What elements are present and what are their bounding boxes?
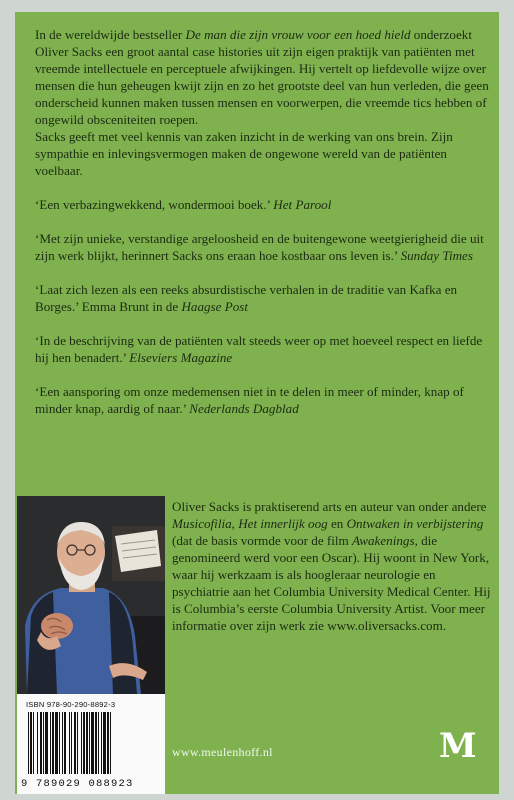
barcode [26,712,158,776]
barcode-bar [71,712,72,774]
barcode-bar [95,712,97,774]
review-quote [35,332,491,366]
barcode-bar [40,712,42,774]
barcode-bar [52,712,54,774]
barcode-bar [50,712,51,774]
quote-source: Haagse Post [181,299,249,314]
quote-source: Sunday Times [400,248,473,263]
barcode-bar [77,712,78,774]
barcode-bar [91,712,94,774]
intro-text-continued: onderzoekt Oliver Sacks een groot aantal case histories uit zijn eigen praktijk van patiënten met vreemde intellectuele en perceptuele afwijkingen. Hij vertelt op liefdevolle wijze over mensen die hun geheugen kwijt zijn en zo het grootste deel van hun verleden, die geen onderscheid kunnen maken tussen mensen en voorwerpen, die vreemde tics hebben of ongewild obsceniteiten roepen. [35,27,489,127]
barcode-bar [83,712,85,774]
blurb-text [35,26,491,417]
bio-title: Musicofilia [172,516,232,531]
barcode-bar [43,712,44,774]
barcode-bar [98,712,99,774]
quote-text: ‘Laat zich lezen als een reeks absurdistische verhalen in de traditie van Kafka en Borges.’ [35,282,458,314]
back-cover [15,12,499,794]
bio-text: , [231,516,239,531]
review-quote [35,383,491,417]
barcode-bar [110,712,111,774]
bio-text: Oliver Sacks is praktiserend arts en auteur van onder andere [172,499,487,514]
barcode-bar [59,712,60,774]
publisher-website: www.meulenhoff.nl [172,745,273,759]
review-quote [35,196,491,213]
intro-paragraph-2: Sacks geeft met veel kennis van zaken inzicht in de werking van ons brein. Zijn sympathie en inlevingsvermogen maken de ongewone wereld van de patiënten voelbaar. [35,129,453,178]
barcode-bar [37,712,38,774]
author-portrait-illustration [17,496,165,694]
quote-text: ‘Een verbazingwekkend, wondermooi boek.’ [35,197,274,212]
barcode-bar [101,712,102,774]
barcode-bar [86,712,88,774]
isbn-label: ISBN 978-90-290-8892-3 [26,700,116,709]
barcode-bar [107,712,109,774]
review-quote [35,230,491,264]
barcode-bar [89,712,90,774]
barcode-panel [17,694,165,794]
publisher-logo: M [439,726,477,766]
ean-number: 9 789029 088923 [21,778,134,790]
bio-title: Het innerlijk oog [238,516,328,531]
author-photo [17,496,165,694]
bio-text: (dat de basis vormde voor de film [172,533,352,548]
barcode-bar [69,712,70,774]
author-bio [172,498,492,634]
barcode-bar [28,712,29,774]
barcode-bar [55,712,58,774]
quote-text: ‘Met zijn unieke, verstandige argeloosheid en de buitengewone weetgierigheid die uit zijn werk blijkt, herinnert Sacks ons eraan hoe kostbaar ons leven is.’ [35,231,484,263]
quote-text: ‘Een aansporing om onze medemensen niet in te delen in meer of minder, knap of minder knap, aardig of naar.’ [35,384,464,416]
review-quote [35,281,491,315]
barcode-bar [81,712,82,774]
bio-text: en [327,516,347,531]
quote-source: Nederlands Dagblad [189,401,299,416]
barcode-bar [103,712,106,774]
barcode-bar [45,712,48,774]
barcode-bar [74,712,76,774]
bio-title: Ontwaken in verbijstering [346,516,484,531]
barcode-bar [30,712,32,774]
book-title: De man die zijn vrouw voor een hoed hield [185,27,411,42]
quote-text: ‘In de beschrijving van de patiënten valt steeds weer op met hoeveel respect en liefde hij hen benadert.’ [35,333,483,365]
quote-source-prefix: Emma Brunt in de [81,299,182,314]
quote-source: Het Parool [273,197,332,212]
quote-source: Elseviers Magazine [129,350,233,365]
bio-title: Awakenings [352,533,415,548]
bio-text: , die genomineerd werd voor een Oscar). Hij woont in New York, waar hij werkzaam is als hoogleraar neurologie en psychiatrie aan het Columbia University Medical Center. Hij is Columbia’s eerste Columbia University Artist. Voor meer informatie over zijn werk zie www.oliversacks.com. [172,533,491,633]
barcode-bar [33,712,34,774]
barcode-bar [62,712,63,774]
barcode-bar [64,712,66,774]
intro-paragraph [35,26,491,128]
intro-text: In de wereldwijde bestseller [35,27,186,42]
